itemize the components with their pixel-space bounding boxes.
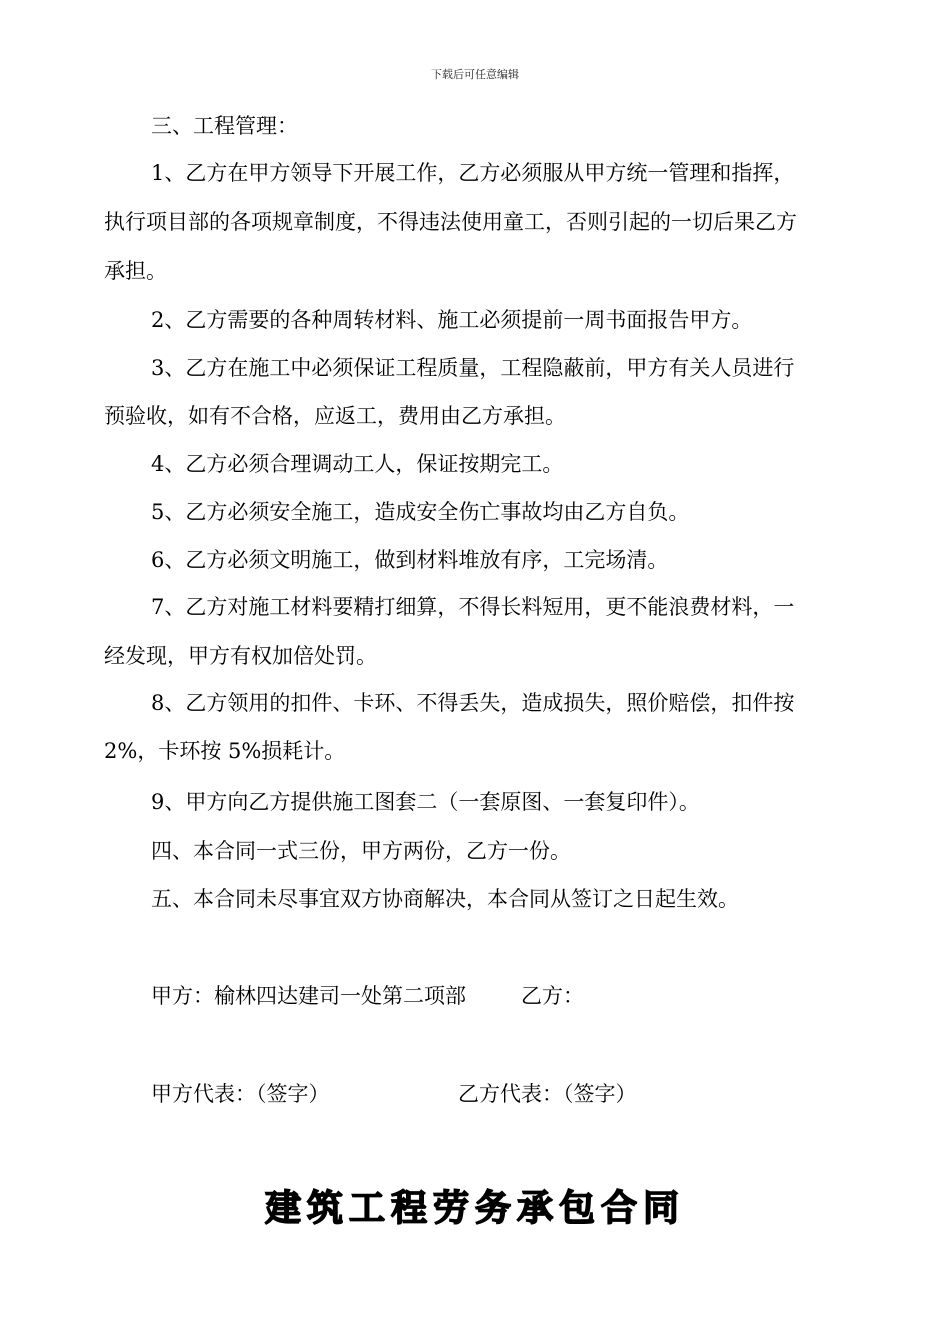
- section4: 四、本合同一式三份，甲方两份，乙方一份。: [151, 839, 571, 863]
- item3-line2: 预验收，如有不合格，应返工，费用由乙方承担。: [104, 404, 566, 428]
- party-b-representative: 乙方代表：（签字）: [458, 1082, 637, 1106]
- item6: 6、乙方必须文明施工，做到材料堆放有序，工完场清。: [151, 548, 669, 572]
- item8-line1: 8、乙方领用的扣件、卡环、不得丢失，造成损失，照价赔偿，扣件按: [151, 691, 795, 715]
- party-b-label: 乙方：: [521, 984, 584, 1008]
- section3-heading: 三、工程管理：: [151, 114, 298, 138]
- item9: 9、甲方向乙方提供施工图套二（一套原图、一套复印件）。: [151, 790, 700, 814]
- item8-line2: 2%，卡环按 5%损耗计。: [104, 739, 346, 763]
- contract-title: 建筑工程劳务承包合同: [264, 1188, 685, 1229]
- item1-line3: 承担。: [104, 259, 167, 283]
- header-note: 下载后可任意编辑: [431, 68, 519, 81]
- item5: 5、乙方必须安全施工，造成安全伤亡事故均由乙方自负。: [151, 500, 690, 524]
- item2: 2、乙方需要的各种周转材料、施工必须提前一周书面报告甲方。: [151, 308, 753, 332]
- party-a-representative: 甲方代表：（签字）: [151, 1082, 330, 1106]
- item4: 4、乙方必须合理调动工人，保证按期完工。: [151, 452, 564, 476]
- item7-line1: 7、乙方对施工材料要精打细算，不得长料短用，更不能浪费材料，一: [151, 595, 795, 619]
- party-a-label: 甲方：榆林四达建司一处第二项部: [151, 984, 466, 1008]
- item1-line1: 1、乙方在甲方领导下开展工作，乙方必须服从甲方统一管理和指挥，: [151, 161, 795, 185]
- item7-line2: 经发现，甲方有权加倍处罚。: [104, 644, 377, 668]
- section5: 五、本合同未尽事宜双方协商解决，本合同从签订之日起生效。: [151, 887, 739, 911]
- item1-line2: 执行项目部的各项规章制度，不得违法使用童工，否则引起的一切后果乙方: [104, 210, 797, 234]
- item3-line1: 3、乙方在施工中必须保证工程质量，工程隐蔽前，甲方有关人员进行: [151, 356, 795, 380]
